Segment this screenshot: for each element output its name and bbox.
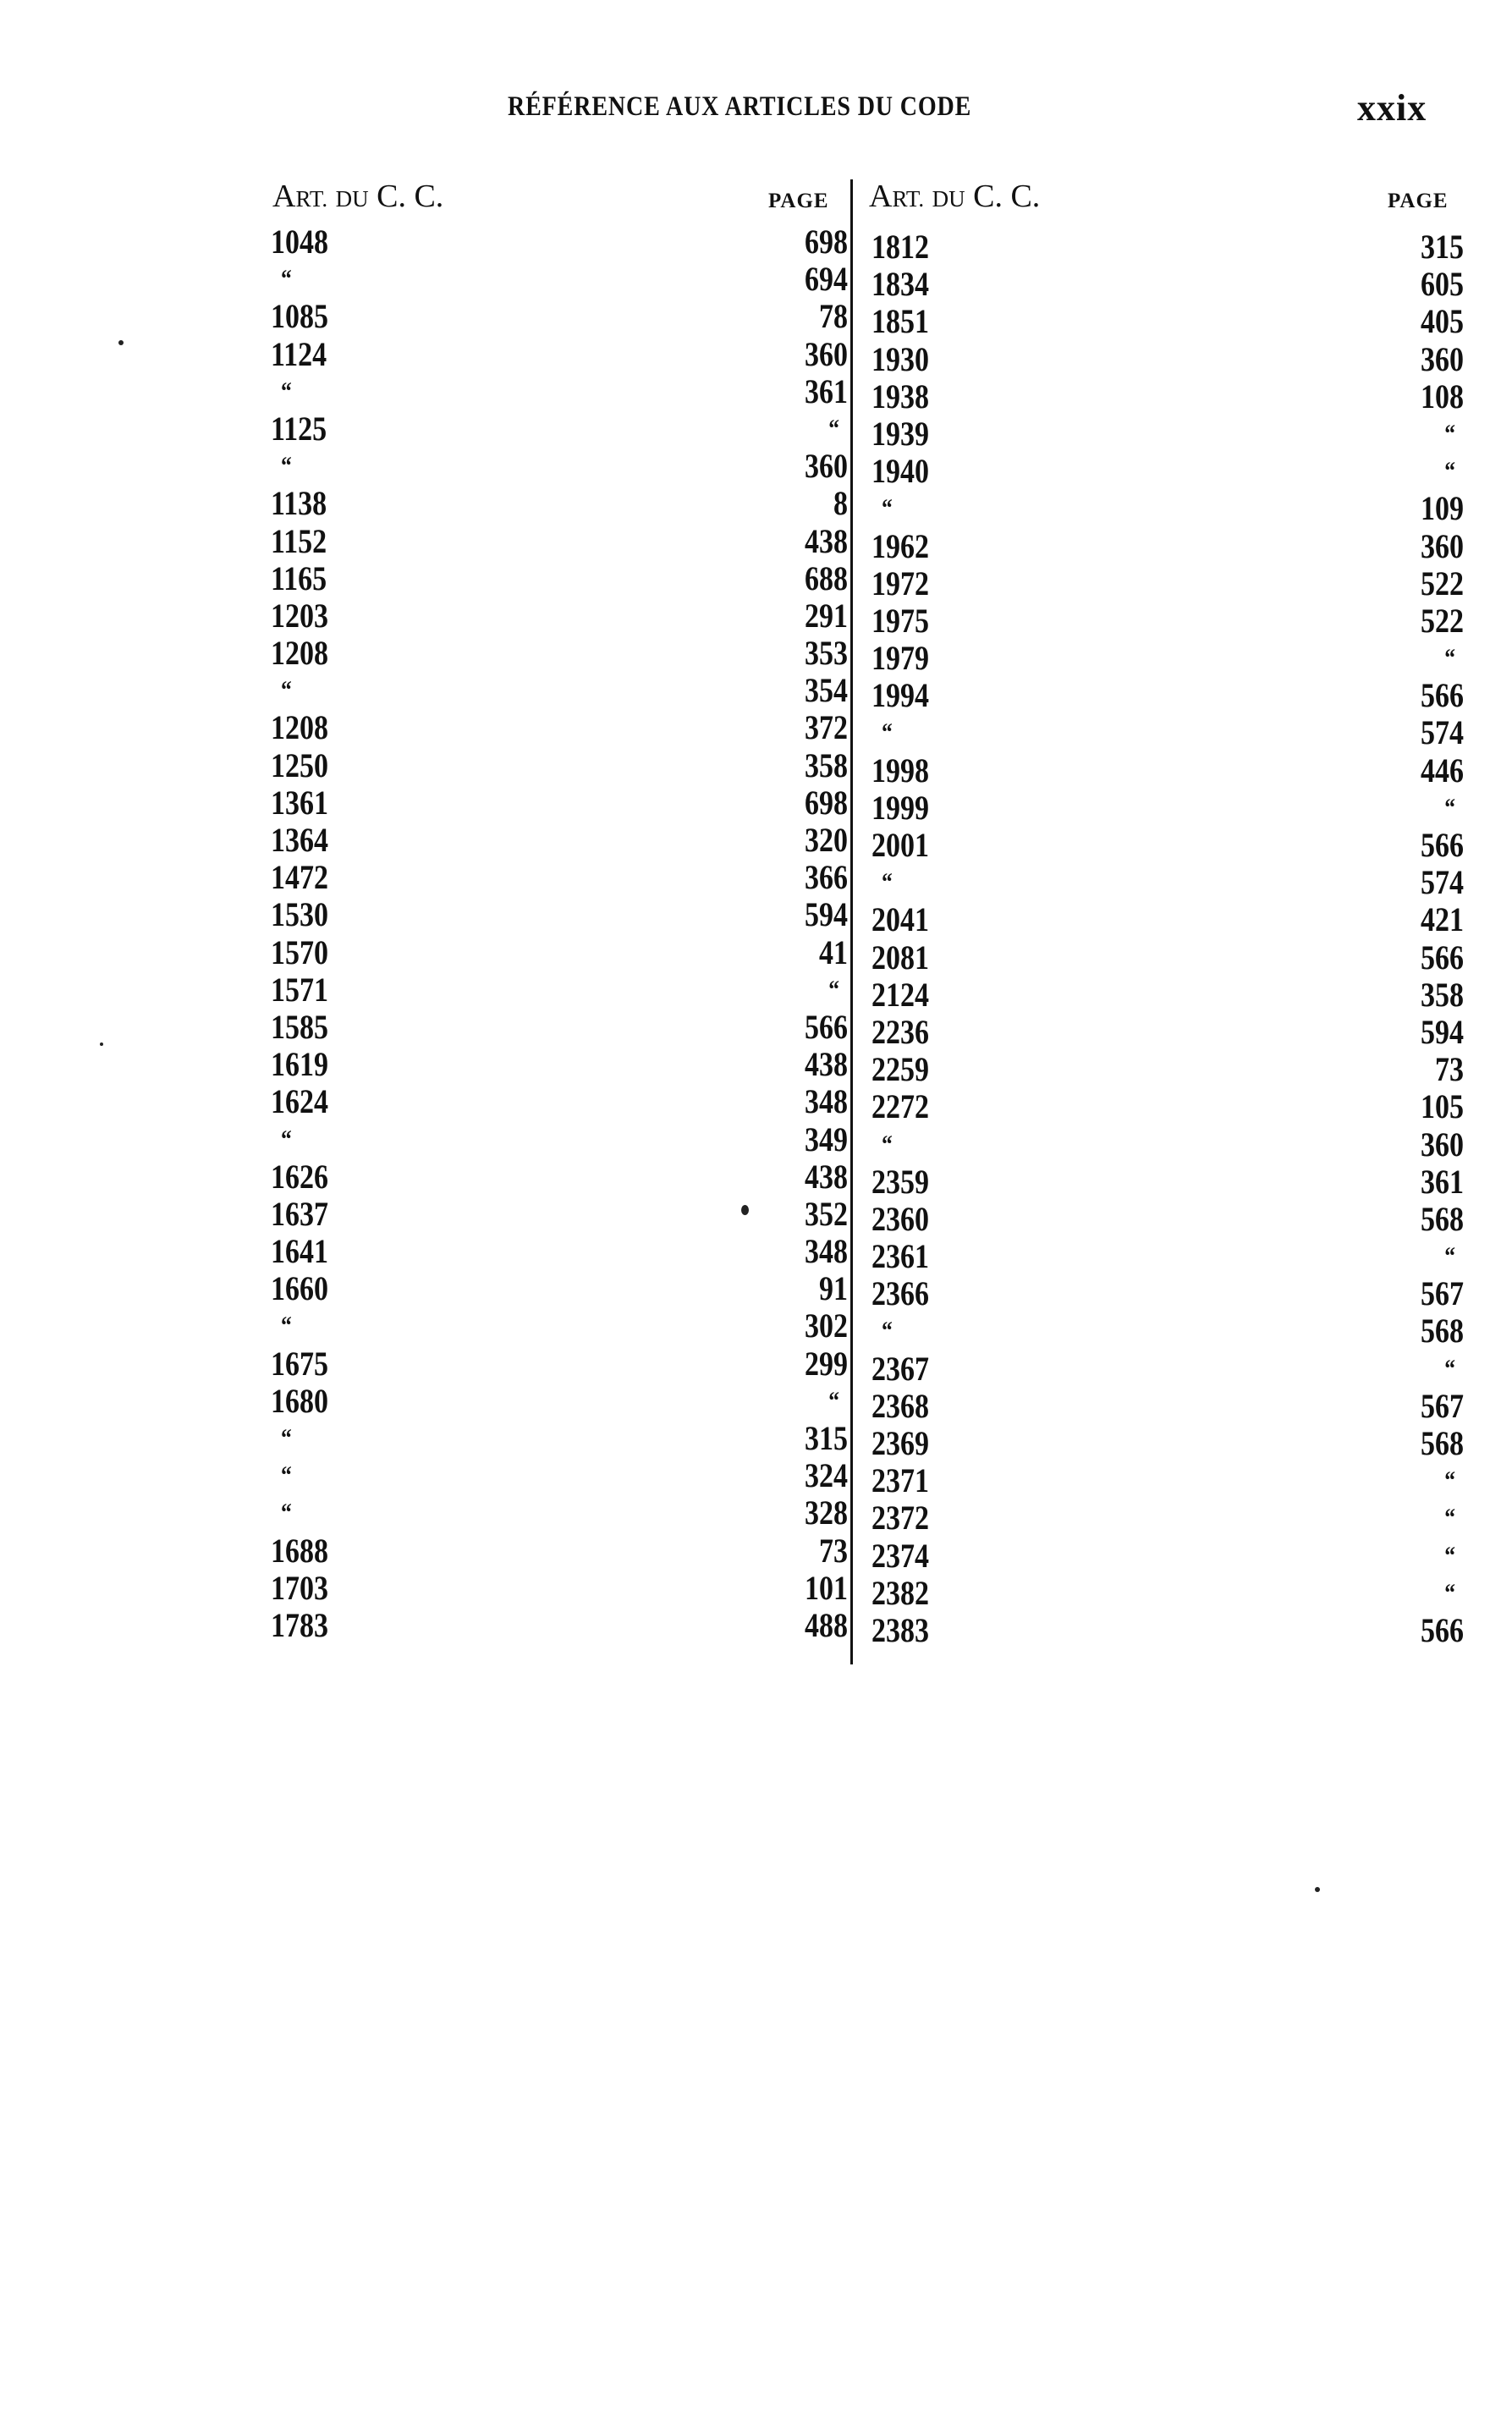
table-row [0, 1388, 1512, 1425]
page-number: 594 [1421, 1012, 1464, 1051]
page-number: 574 [1421, 863, 1464, 902]
page-number: “ [828, 975, 839, 1004]
article-number: “ [281, 1312, 292, 1340]
page-number: 566 [1421, 826, 1464, 864]
page-number: 105 [1421, 1087, 1464, 1126]
article-number: 2124 [871, 975, 929, 1014]
article-number: 2372 [871, 1499, 929, 1538]
page-number: 41 [819, 932, 848, 971]
page-number: 360 [805, 447, 848, 486]
article-number: 2366 [871, 1274, 929, 1313]
article-number: 1688 [271, 1531, 328, 1570]
page-number: 358 [805, 745, 848, 784]
page-number: 522 [1421, 601, 1464, 640]
table-row [0, 677, 1512, 714]
table-row [0, 789, 1512, 827]
article-number: 2383 [871, 1610, 929, 1649]
article-number: 1619 [271, 1045, 328, 1084]
heading-art-rest: RT. [295, 186, 328, 212]
article-number: 1364 [271, 821, 328, 859]
page-number: “ [1444, 1541, 1455, 1570]
page-number: 348 [805, 1232, 848, 1271]
page-number: “ [1444, 1466, 1455, 1495]
article-number: 1930 [871, 339, 929, 378]
article-number: 1675 [271, 1344, 328, 1383]
article-number: 2041 [871, 900, 929, 939]
table-row [0, 490, 1512, 527]
article-number: 1138 [271, 484, 327, 523]
article-number: 1641 [271, 1232, 328, 1271]
page-number: 73 [819, 1531, 848, 1570]
table-row [0, 752, 1512, 789]
page-number: 698 [805, 783, 848, 822]
page-number: 488 [805, 1605, 848, 1644]
table-row [0, 901, 1512, 938]
print-speck [100, 1042, 103, 1046]
page-number: 372 [805, 708, 848, 747]
page-number: 568 [1421, 1199, 1464, 1238]
table-row [0, 1575, 1512, 1612]
page-folio: xxix [1357, 87, 1427, 129]
page-number: 688 [805, 558, 848, 597]
page-number: 354 [805, 671, 848, 710]
article-number: 1208 [271, 708, 328, 747]
page-number: 320 [805, 821, 848, 859]
article-number: 2359 [871, 1162, 929, 1201]
page-number: 109 [1421, 489, 1464, 528]
page-number: “ [1444, 1354, 1455, 1383]
page-number: 91 [819, 1269, 848, 1308]
table-row [0, 714, 1512, 751]
article-number: “ [281, 676, 292, 705]
article-number: “ [281, 377, 292, 405]
page-number: 8 [833, 484, 848, 523]
page-number: 568 [1421, 1312, 1464, 1351]
reference-table-right [0, 228, 1512, 1649]
page-number: 360 [1421, 526, 1464, 565]
article-number: 1472 [271, 858, 328, 897]
table-row [0, 1612, 1512, 1649]
column-1-page-heading: PAGE [768, 190, 829, 212]
table-row [0, 1238, 1512, 1275]
table-row [0, 1425, 1512, 1462]
article-number: 1940 [871, 452, 929, 491]
page-number: 291 [805, 596, 848, 635]
page-number: 349 [805, 1119, 848, 1158]
article-number: “ [281, 452, 292, 481]
page-number: 324 [805, 1456, 848, 1495]
page-number: 366 [805, 858, 848, 897]
table-row [0, 976, 1512, 1014]
page-number: 438 [805, 1045, 848, 1084]
page-number: 594 [805, 895, 848, 934]
article-number: “ [281, 1125, 292, 1153]
article-number: 2382 [871, 1573, 929, 1612]
page-number: 566 [1421, 676, 1464, 715]
table-row [0, 1538, 1512, 1575]
page-number: 567 [1421, 1274, 1464, 1313]
article-number: 1637 [271, 1194, 328, 1233]
article-number: “ [882, 1317, 893, 1345]
table-row [0, 415, 1512, 453]
page-number: “ [1444, 644, 1455, 673]
table-row [0, 827, 1512, 864]
article-number: 1571 [271, 970, 328, 1009]
page-number: 73 [1435, 1050, 1464, 1089]
page-number: “ [1444, 1504, 1455, 1532]
article-number: 1250 [271, 745, 328, 784]
table-row [0, 228, 1512, 266]
article-number: 1834 [871, 265, 929, 304]
table-row [0, 1499, 1512, 1537]
article-number: 1570 [271, 932, 328, 971]
table-row [0, 1351, 1512, 1388]
table-row [0, 640, 1512, 677]
table-row [0, 1462, 1512, 1499]
table-row [0, 1014, 1512, 1051]
article-number: 2369 [871, 1424, 929, 1462]
page-number: 405 [1421, 302, 1464, 341]
article-number: 2236 [871, 1012, 929, 1051]
page-number: 421 [1421, 900, 1464, 939]
article-number: 1203 [271, 596, 328, 635]
article-number: 1999 [871, 788, 929, 827]
article-number: 2001 [871, 826, 929, 864]
print-speck [741, 1205, 749, 1215]
article-number: 1812 [871, 228, 929, 266]
table-row [0, 1126, 1512, 1163]
print-speck [118, 340, 124, 345]
article-number: 1626 [271, 1157, 328, 1196]
article-number: 1851 [871, 302, 929, 341]
table-row [0, 528, 1512, 565]
article-number: 1530 [271, 895, 328, 934]
page-number: 568 [1421, 1424, 1464, 1462]
article-number: “ [882, 1130, 893, 1158]
article-number: 1624 [271, 1082, 328, 1121]
page-number: “ [828, 414, 839, 443]
table-row [0, 1088, 1512, 1125]
article-number: 1783 [271, 1605, 328, 1644]
article-number: 1972 [871, 564, 929, 602]
column-2-heading [869, 178, 1040, 215]
article-number: 1125 [271, 409, 327, 448]
page-number: 358 [1421, 975, 1464, 1014]
article-number: 2360 [871, 1199, 929, 1238]
article-number: 1361 [271, 783, 328, 822]
page-number: 566 [805, 1007, 848, 1046]
table-row [0, 1051, 1512, 1088]
article-number: “ [882, 718, 893, 747]
article-number: “ [882, 494, 893, 523]
column-1-heading [272, 178, 443, 215]
page-number: 328 [805, 1494, 848, 1532]
page-number: 438 [805, 1157, 848, 1196]
article-number: 2367 [871, 1349, 929, 1388]
article-number: “ [882, 868, 893, 897]
heading-du: DU [932, 186, 965, 212]
page-number: 574 [1421, 713, 1464, 752]
page-number: “ [1444, 1578, 1455, 1607]
page-number: 353 [805, 634, 848, 673]
page-number: “ [1444, 457, 1455, 486]
page-number: 352 [805, 1194, 848, 1233]
article-number: 2272 [871, 1087, 929, 1126]
heading-du: DU [335, 186, 369, 212]
page-number: 360 [1421, 1125, 1464, 1163]
article-number: 1660 [271, 1269, 328, 1308]
article-number: 1994 [871, 676, 929, 715]
page-number: 566 [1421, 1610, 1464, 1649]
page-number: 315 [805, 1419, 848, 1457]
heading-art-initial: A [272, 179, 296, 214]
article-number: 1939 [871, 414, 929, 453]
table-row [0, 1275, 1512, 1312]
article-number: 1048 [271, 223, 328, 261]
table-row [0, 602, 1512, 640]
article-number: “ [281, 1461, 292, 1490]
article-number: 1085 [271, 297, 328, 336]
article-number: 1938 [871, 377, 929, 415]
article-number: 2259 [871, 1050, 929, 1089]
table-row [0, 378, 1512, 415]
table-row [0, 341, 1512, 378]
column-2-page-heading: PAGE [1388, 190, 1449, 212]
page-number: 101 [805, 1568, 848, 1607]
page-number: “ [1444, 1242, 1455, 1271]
table-row [0, 303, 1512, 340]
page-number: 360 [1421, 339, 1464, 378]
page-number: 567 [1421, 1386, 1464, 1425]
page-number: “ [1444, 793, 1455, 822]
page-number: 438 [805, 521, 848, 560]
article-number: 1680 [271, 1381, 328, 1420]
page-number: 446 [1421, 751, 1464, 789]
table-row [0, 1201, 1512, 1238]
page-number: 360 [805, 334, 848, 373]
article-number: “ [281, 1424, 292, 1452]
page-number: 522 [1421, 564, 1464, 602]
table-row [0, 1163, 1512, 1201]
article-number: “ [281, 265, 292, 294]
page-number: “ [828, 1386, 839, 1415]
running-head: RÉFÉRENCE AUX ARTICLES DU CODE [508, 91, 972, 122]
article-number: 1998 [871, 751, 929, 789]
print-speck [1315, 1887, 1320, 1892]
article-number: 1979 [871, 639, 929, 678]
page-number: “ [1444, 419, 1455, 448]
heading-art-initial: A [869, 179, 893, 214]
page-number: 302 [805, 1307, 848, 1345]
table-row [0, 864, 1512, 901]
article-number: 1152 [271, 521, 327, 560]
article-number: 1975 [871, 601, 929, 640]
table-row [0, 266, 1512, 303]
heading-code: C. C. [377, 179, 444, 214]
article-number: “ [281, 1499, 292, 1527]
table-row [0, 939, 1512, 976]
article-number: 1585 [271, 1007, 328, 1046]
page-number: 605 [1421, 265, 1464, 304]
page-number: 698 [805, 223, 848, 261]
page-number: 361 [1421, 1162, 1464, 1201]
heading-code: C. C. [973, 179, 1041, 214]
heading-art-rest: RT. [892, 186, 925, 212]
table-row [0, 565, 1512, 602]
article-number: 1703 [271, 1568, 328, 1607]
article-number: 2368 [871, 1386, 929, 1425]
article-number: 2374 [871, 1536, 929, 1575]
article-number: 2361 [871, 1237, 929, 1276]
page-number: 566 [1421, 938, 1464, 976]
page-number: 299 [805, 1344, 848, 1383]
page-number: 78 [819, 297, 848, 336]
page-number: 315 [1421, 228, 1464, 266]
article-number: 1208 [271, 634, 328, 673]
article-number: 2371 [871, 1461, 929, 1500]
article-number: 1165 [271, 558, 327, 597]
article-number: 1962 [871, 526, 929, 565]
table-row [0, 1312, 1512, 1350]
page-number: 694 [805, 260, 848, 299]
table-row [0, 453, 1512, 490]
page-number: 361 [805, 371, 848, 410]
article-number: 2081 [871, 938, 929, 976]
page-number: 108 [1421, 377, 1464, 415]
article-number: 1124 [271, 334, 327, 373]
page-number: 348 [805, 1082, 848, 1121]
